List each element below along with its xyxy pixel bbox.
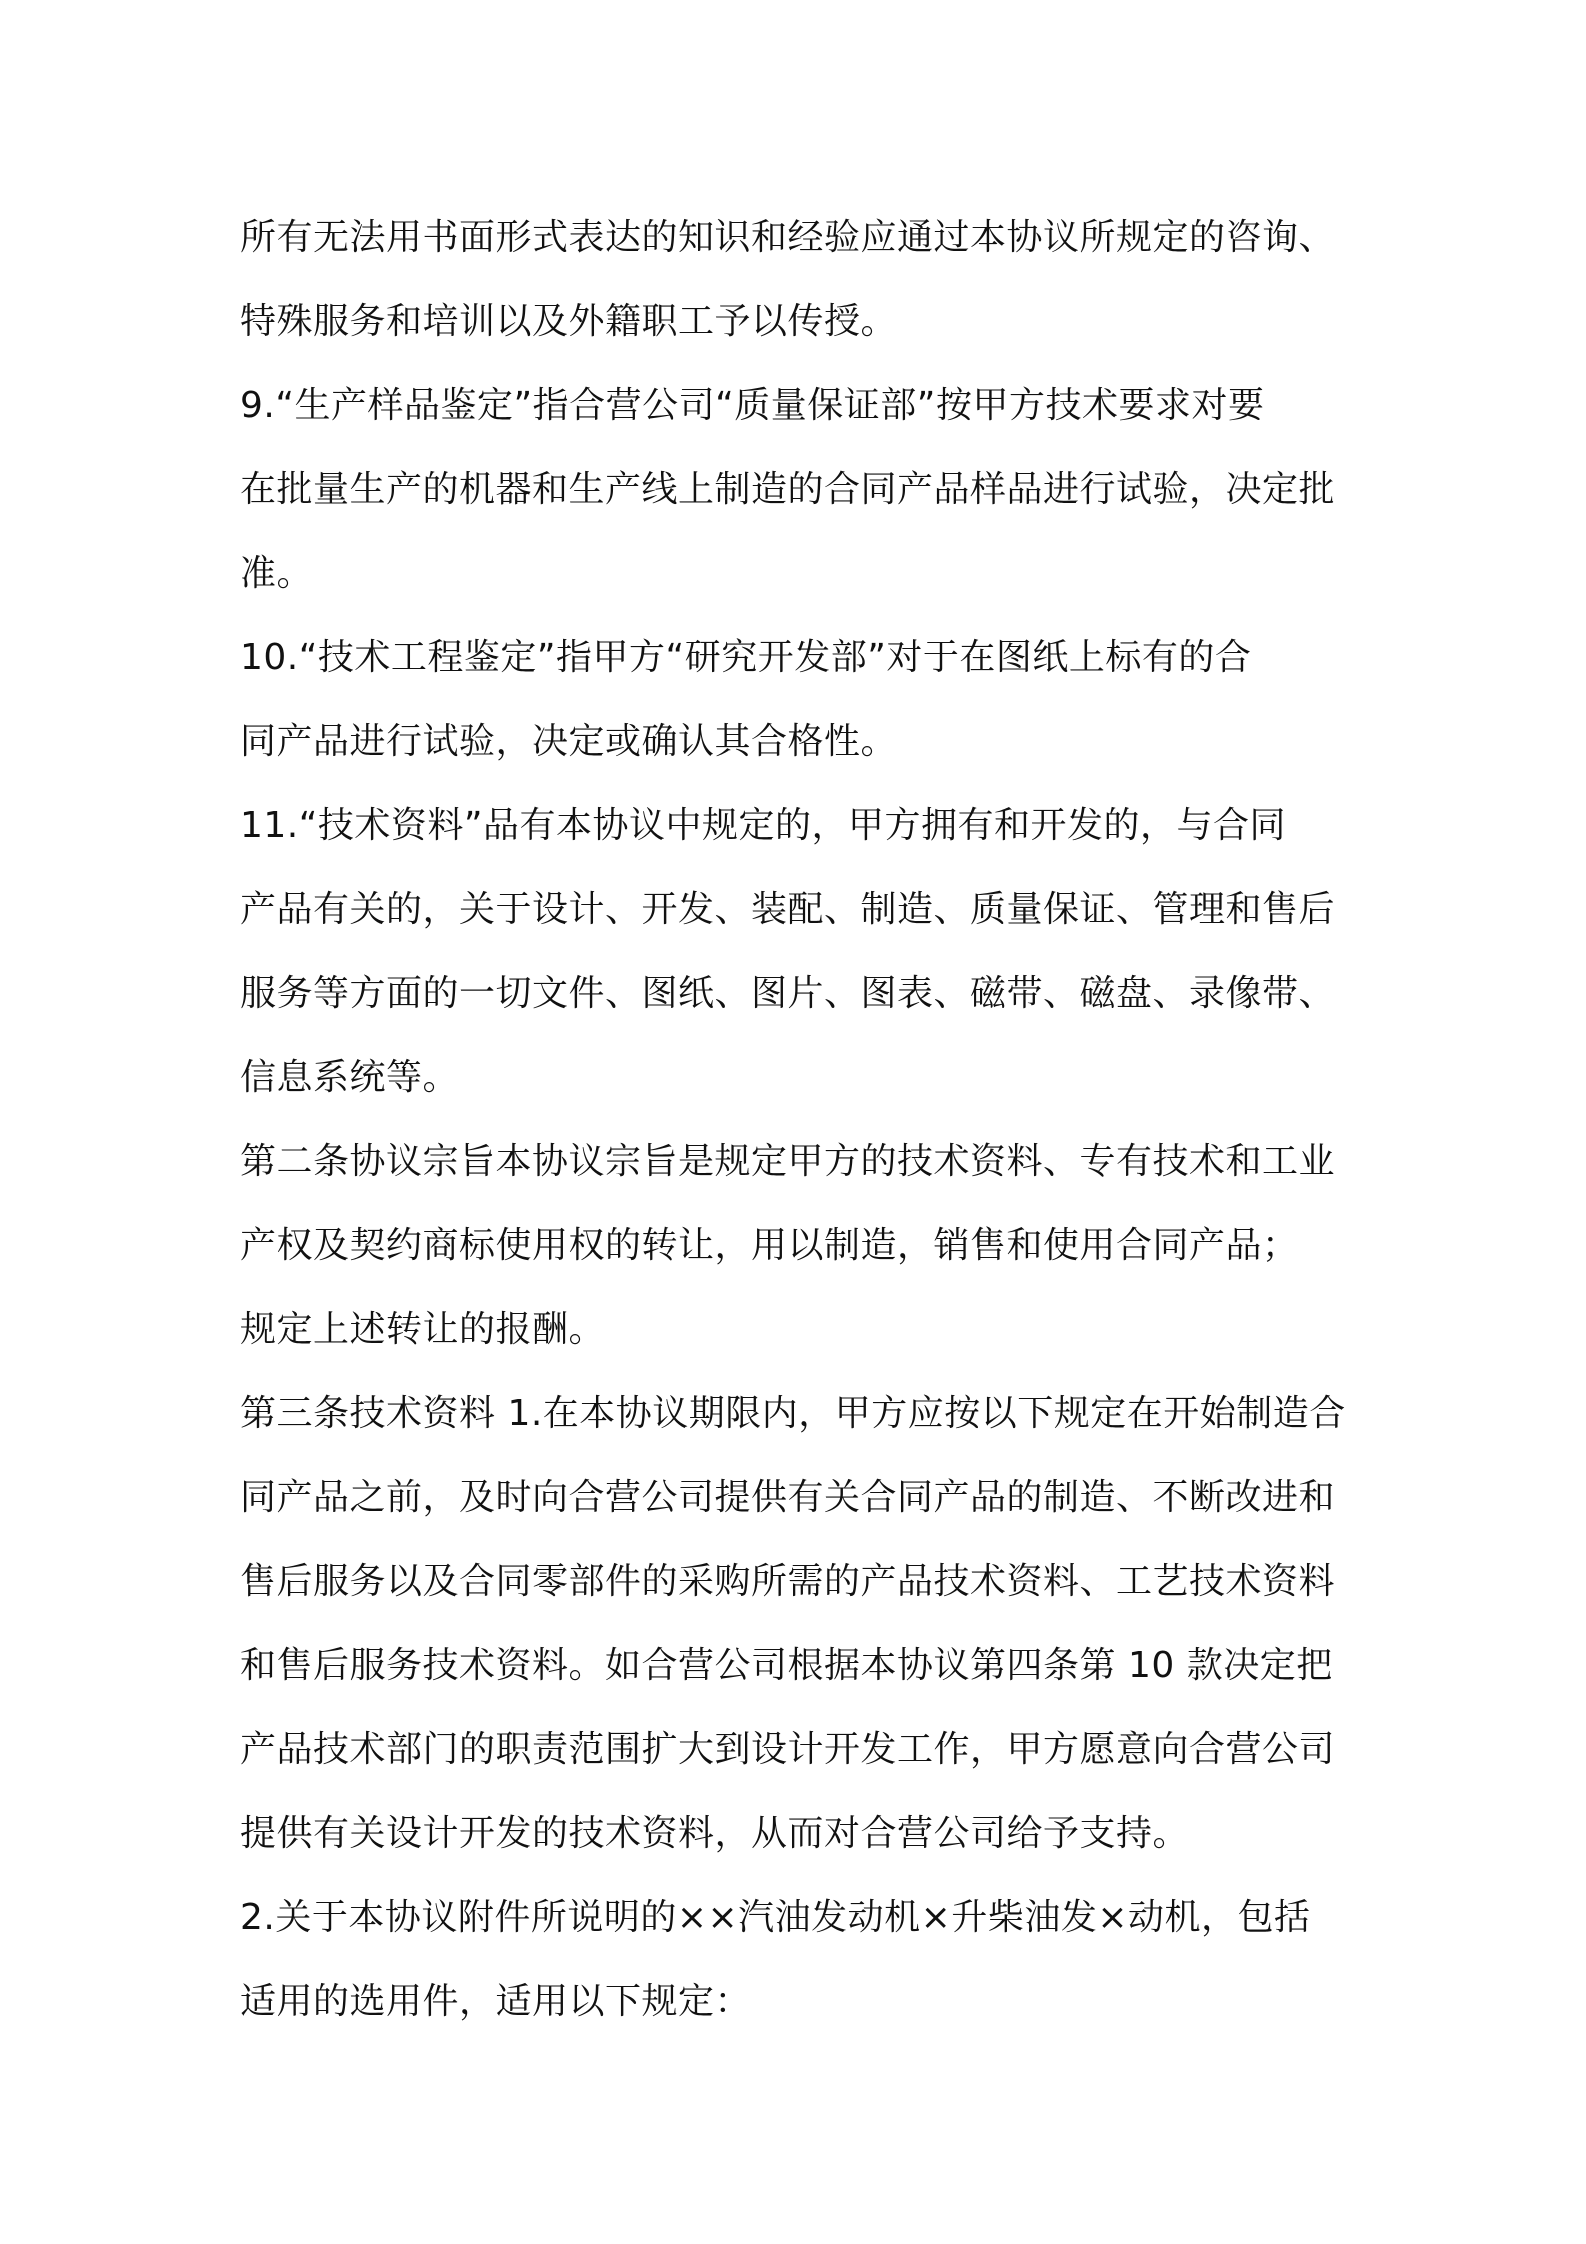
text-line: 适用的选用件，适用以下规定： (240, 1981, 752, 2022)
text-line: 准。 (240, 553, 314, 594)
text-line: 售后服务以及合同零部件的采购所需的产品技术资料、工艺技术资料 (240, 1561, 1336, 1602)
text-line: 第二条协议宗旨本协议宗旨是规定甲方的技术资料、专有技术和工业 (240, 1141, 1336, 1182)
text-line: 所有无法用书面形式表达的知识和经验应通过本协议所规定的咨询、 (240, 217, 1336, 258)
text-line: 产权及契约商标使用权的转让，用以制造，销售和使用合同产品； (240, 1225, 1299, 1266)
text-line: 信息系统等。 (240, 1057, 460, 1098)
text-line: 10.“技术工程鉴定”指甲方“研究开发部”对于在图纸上标有的合 (240, 637, 1252, 678)
text-line: 9.“生产样品鉴定”指合营公司“质量保证部”按甲方技术要求对要 (240, 385, 1265, 426)
text-line: 2.关于本协议附件所说明的××汽油发动机×升柴油发×动机，包括 (240, 1897, 1311, 1938)
text-line: 提供有关设计开发的技术资料，从而对合营公司给予支持。 (240, 1813, 1190, 1854)
text-line: 产品有关的，关于设计、开发、装配、制造、质量保证、管理和售后 (240, 889, 1336, 930)
document-body (240, 196, 1360, 2044)
text-line: 在批量生产的机器和生产线上制造的合同产品样品进行试验，决定批 (240, 469, 1336, 510)
text-line: 产品技术部门的职责范围扩大到设计开发工作，甲方愿意向合营公司 (240, 1729, 1336, 1770)
text-line: 服务等方面的一切文件、图纸、图片、图表、磁带、磁盘、录像带、 (240, 973, 1336, 1014)
text-line: 和售后服务技术资料。如合营公司根据本协议第四条第 10 款决定把 (240, 1645, 1333, 1686)
text-line: 规定上述转让的报酬。 (240, 1309, 606, 1350)
text-line: 同产品进行试验，决定或确认其合格性。 (240, 721, 898, 762)
text-line: 同产品之前，及时向合营公司提供有关合同产品的制造、不断改进和 (240, 1477, 1336, 1518)
text-line: 11.“技术资料”品有本协议中规定的，甲方拥有和开发的，与合同 (240, 805, 1287, 846)
text-line: 第三条技术资料 1.在本协议期限内，甲方应按以下规定在开始制造合 (240, 1393, 1346, 1434)
text-line: 特殊服务和培训以及外籍职工予以传授。 (240, 301, 898, 342)
